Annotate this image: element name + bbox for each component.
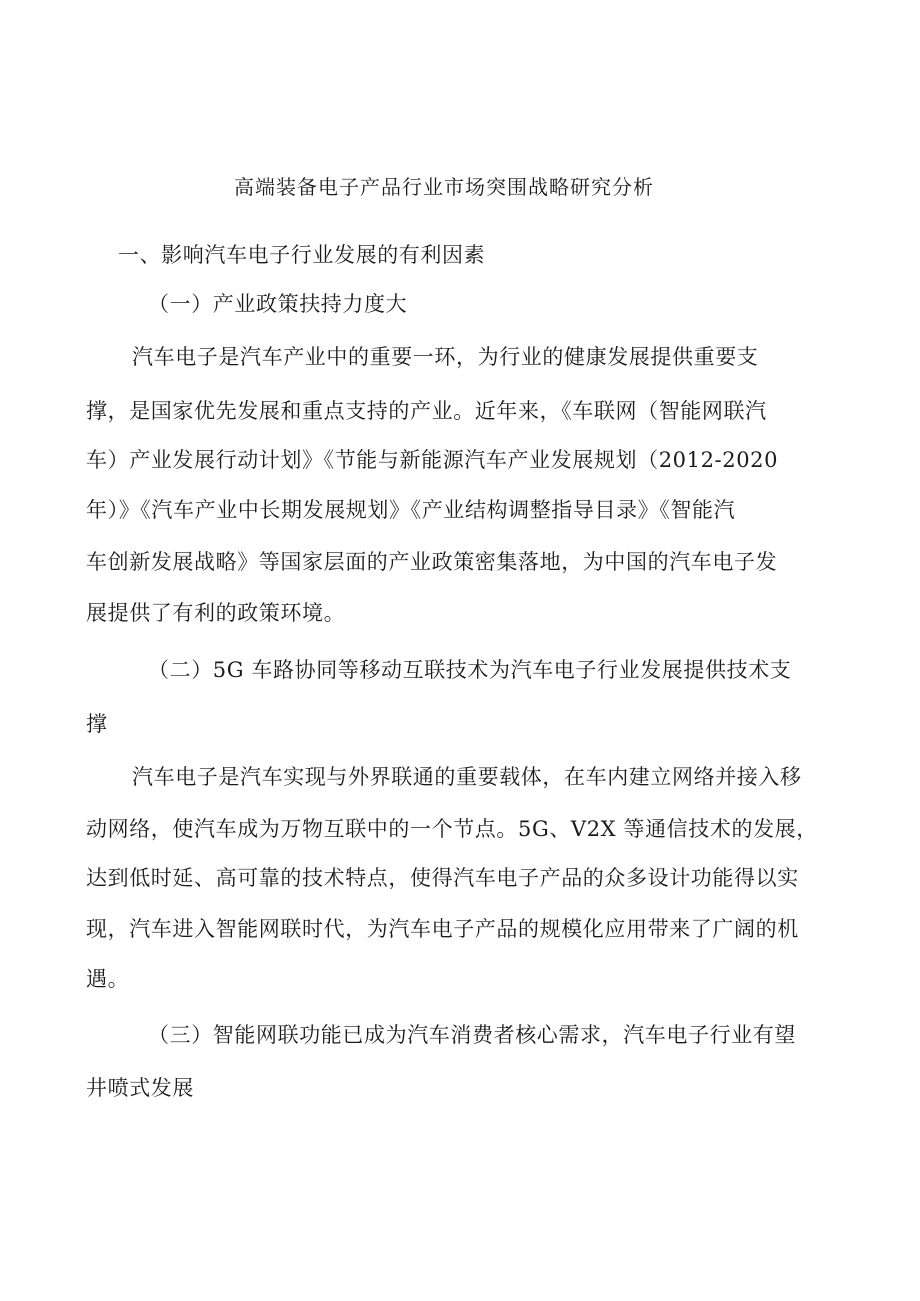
paragraph-line: 年）》《汽车产业中长期发展规划》《产业结构调整指导目录》《智能汽 xyxy=(86,498,736,522)
paragraph-line: 展提供了有利的政策环境。 xyxy=(86,601,346,625)
subsection-heading: 撑 xyxy=(86,712,108,736)
paragraph-line: 达到低时延、高可靠的技术特点，使得汽车电子产品的众多设计功能得以实 xyxy=(86,866,799,890)
subsection-heading: （一）产业政策扶持力度大 xyxy=(148,292,408,316)
section-heading: 一、影响汽车电子行业发展的有利因素 xyxy=(118,243,486,267)
paragraph-line: 车）产业发展行动计划》《节能与新能源汽车产业发展规划（2012-2020 xyxy=(86,448,779,472)
subsection-heading: （二）5G 车路协同等移动互联技术为汽车电子行业发展提供技术支 xyxy=(148,658,792,682)
paragraph-line: 现，汽车进入智能网联时代，为汽车电子产品的规模化应用带来了广阔的机 xyxy=(86,917,799,941)
paragraph-line: 撑，是国家优先发展和重点支持的产业。近年来，《车联网（智能网联汽 xyxy=(86,399,767,423)
subsection-heading: 井喷式发展 xyxy=(86,1076,194,1100)
paragraph-line: 车创新发展战略》等国家层面的产业政策密集落地，为中国的汽车电子发 xyxy=(86,550,778,574)
paragraph-line: 遇。 xyxy=(86,967,130,991)
paragraph-line: 汽车电子是汽车产业中的重要一环，为行业的健康发展提供重要支 xyxy=(132,345,759,369)
page-title: 高端装备电子产品行业市场突围战略研究分析 xyxy=(234,175,654,199)
subsection-heading: （三）智能网联功能已成为汽车消费者核心需求，汽车电子行业有望 xyxy=(148,1023,796,1047)
paragraph-line: 汽车电子是汽车实现与外界联通的重要载体，在车内建立网络并接入移 xyxy=(132,765,802,789)
paragraph-line: 动网络，使汽车成为万物互联中的一个节点。5G、V2X 等通信技术的发展， xyxy=(86,817,818,841)
